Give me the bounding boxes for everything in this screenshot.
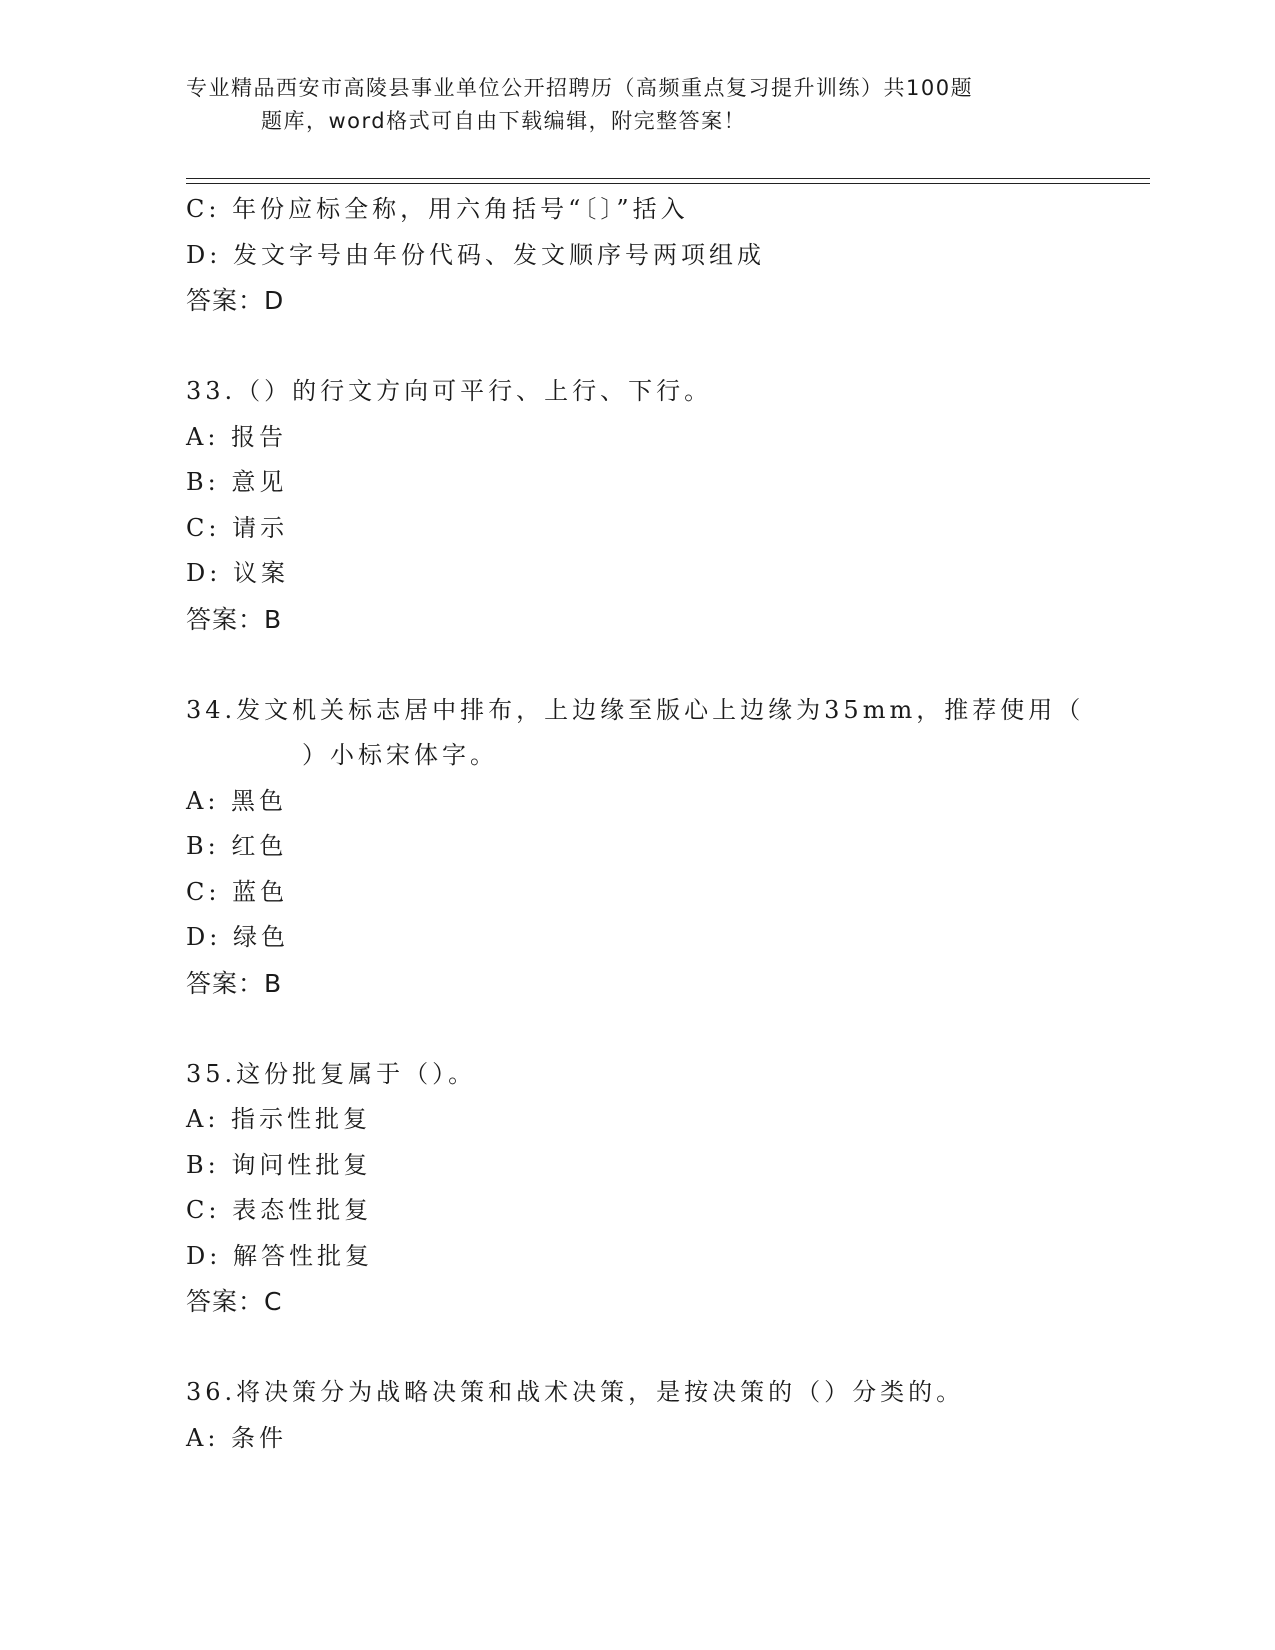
question-stem: 34.发文机关标志居中排布，上边缘至版心上边缘为35mm，推荐使用（: [186, 695, 1085, 724]
option-c: C: 表态性批复: [186, 1196, 373, 1224]
option-d: D: 解答性批复: [186, 1241, 373, 1270]
question-stem-continuation: ）小标宋体字。: [302, 741, 498, 769]
option-c: C: 请示: [186, 513, 289, 542]
question-list: [186, 187, 1086, 1461]
document-header: [186, 72, 1066, 138]
spacer: [186, 324, 1086, 370]
option-d: D: 议案: [186, 559, 289, 587]
spacer: [186, 1006, 1086, 1052]
header-title-line-2: 题库，word格式可自由下载编辑，附完整答案！: [261, 109, 747, 133]
question-stem: 33.（）的行文方向可平行、上行、下行。: [186, 377, 713, 405]
answer-line: 答案：B: [186, 968, 283, 998]
header-title-line-1: 专业精品西安市高陵县事业单位公开招聘历（高频重点复习提升训练）共100题: [186, 76, 974, 100]
answer-line: 答案：D: [186, 286, 285, 315]
spacer: [186, 1325, 1086, 1371]
answer-line: 答案：C: [186, 1287, 283, 1316]
option-d: D: 绿色: [186, 923, 289, 951]
option-a: A: 报告: [186, 422, 288, 451]
option-b: B: 意见: [186, 468, 288, 496]
answer-line: 答案：B: [186, 604, 283, 634]
header-rule-bottom: [186, 183, 1150, 184]
question-stem: 36.将决策分为战略决策和战术决策，是按决策的（）分类的。: [186, 1378, 965, 1406]
question-stem: 35.这份批复属于（）。: [186, 1059, 477, 1088]
option-d: D: 发文字号由年份代码、发文顺序号两项组成: [186, 240, 765, 269]
option-a: A: 黑色: [186, 786, 288, 815]
header-rule-top: [186, 178, 1150, 179]
option-b: B: 询问性批复: [186, 1150, 372, 1179]
option-a: A: 指示性批复: [186, 1105, 372, 1133]
option-c: C: 蓝色: [186, 877, 289, 906]
option-a: A: 条件: [186, 1423, 288, 1452]
spacer: [186, 642, 1086, 688]
option-c: C: 年份应标全称，用六角括号“〔〕”括入: [186, 195, 689, 223]
option-b: B: 红色: [186, 832, 288, 860]
